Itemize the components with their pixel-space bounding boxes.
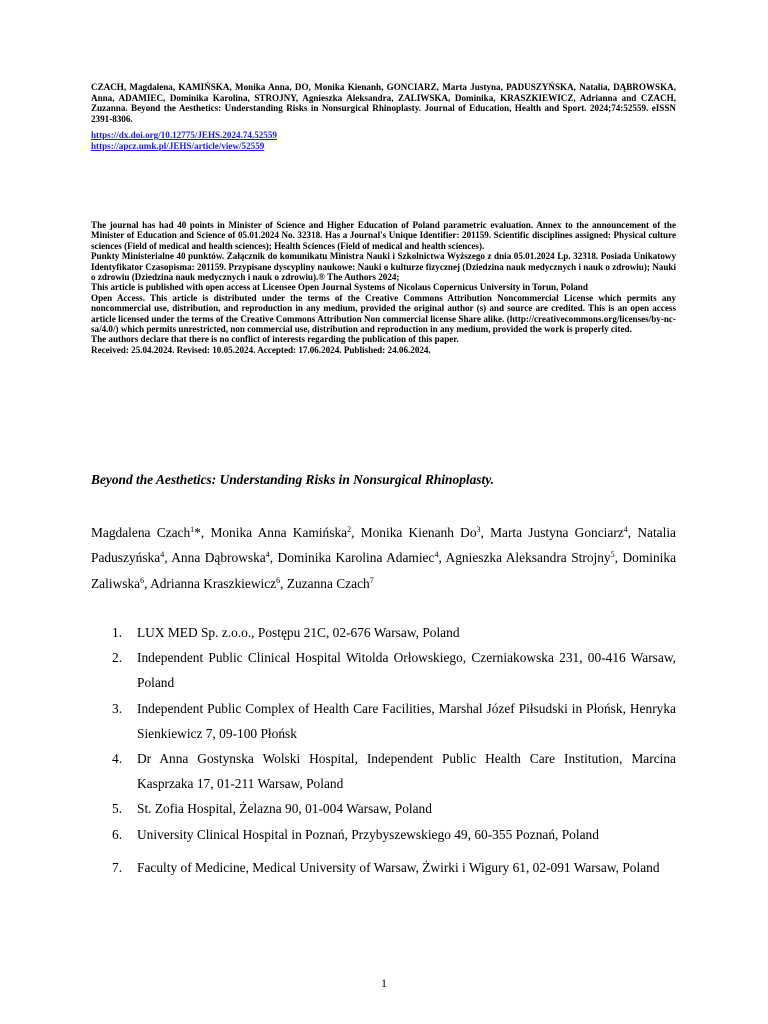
author: Monika Kienanh Do$^3$ xyxy=(360,525,481,540)
affiliation-item: 3. Independent Public Complex of Health Care Facilities, Marshal Józef Piłsudski in Płońsk, Henryka Sienkiewicz 7, 09-100 Płońsk xyxy=(112,700,676,741)
journal-notice xyxy=(91,220,676,355)
notice-paragraph: The authors declare that there is no conflict of interests regarding the publication of this paper. xyxy=(91,334,459,345)
citation-links xyxy=(91,130,277,151)
author: Monika Anna Kamińska$^2$ xyxy=(210,525,352,540)
author: Anna Dąbrowska$^4$ xyxy=(171,550,270,566)
author: Marta Justyna Gonciarz$^4$ xyxy=(490,525,628,540)
doi-link[interactable]: https://dx.doi.org/10.12775/JEHS.2024.74.52559 xyxy=(91,130,277,140)
citation-text: CZACH, Magdalena, KAMIŃSKA, Monika Anna, DO, Monika Kienanh, GONCIARZ, Marta Justyna, PADUSZYŃSKA, Natalia, DĄBROWSKA, Anna, ADAMIEC, Dominika Karolina, STROJNY, Agnieszka Aleksandra, ZALIWSKA, Dominika, KRASZKIEWICZ, Adrianna and CZACH, Zuzanna. Beyond the Aesthetics: Understanding Risks in Nonsurgical Rhinoplasty. Journal of Education, Health and Sport. 2024;74:52559. eISSN 2391-8306. xyxy=(91,82,676,125)
author: Agnieszka Aleksandra Strojny$^5$ xyxy=(445,550,615,566)
notice-paragraph: Punkty Ministerialne 40 punktów. Załącznik do komunikatu Ministra Nauki i Szkolnictwa Wyższego z dnia 05.01.2024 Lp. 32318. Posiada Unikatowy Identyfikator Czasopisma: 201159. Przypisane dyscypliny naukowe: Nauki o kulturze fizycznej (Dziedzina nauk medycznych i nauk o zdrowiu); Nauki o zdrowiu (Dziedzina nauk medycznych i nauk o zdrowiu).® The Authors 2024; xyxy=(91,251,676,283)
author: Dominika Zaliwska$^6$ xyxy=(91,550,677,591)
notice-paragraph: This article is published with open access at Licensee Open Journal Systems of Nicolaus Copernicus University in Torun, Poland xyxy=(91,282,588,293)
author: Natalia Paduszyńska$^4$ xyxy=(91,525,676,566)
citation-block xyxy=(91,82,676,125)
affiliation-item: 2. Independent Public Clinical Hospital Witolda Orłowskiego, Czerniakowska 231, 00-416 Warsaw, Poland xyxy=(112,650,676,691)
affiliation-item: 1. LUX MED Sp. z.o.o., Postępu 21C, 02-676 Warsaw, Poland xyxy=(112,625,460,640)
affiliation-item: 5. St. Zofia Hospital, Żelazna 90, 01-004 Warsaw, Poland xyxy=(112,801,432,817)
affiliation-item: 7. Faculty of Medicine, Medical University of Warsaw, Żwirki i Wigury 61, 02-091 Warsaw, Poland xyxy=(112,859,660,875)
affiliation-item: 4. Dr Anna Gostynska Wolski Hospital, Independent Public Health Care Institution, Marcina Kasprzaka 17, 01-211 Warsaw, Poland xyxy=(112,751,676,792)
article-link[interactable]: https://apcz.umk.pl/JEHS/article/view/52559 xyxy=(91,140,265,151)
affiliation-list xyxy=(112,620,676,880)
author: Zuzanna Czach$^7$ xyxy=(286,575,374,591)
author-list: Magdalena Czach$^1$*, Monika Anna Kamińska$^2$, Monika Kienanh Do$^3$, Marta Justyna Gonciarz$^4$, Natalia Paduszyńska$^4$, Anna Dąbrowska$^4$, Dominika Karolina Adamiec$^4$, Agnieszka Aleksandra Strojny$^5$, Dominika Zaliwska$^6$, Adrianna Kraszkiewicz$^6$, Zuzanna Czach$^7$ xyxy=(91,525,677,591)
author: Magdalena Czach$^1$* xyxy=(91,525,201,540)
notice-paragraph: The journal has had 40 points in Minister of Science and Higher Education of Poland parametric evaluation. Annex to the announcement of the Minister of Education and Science of 05.01.2024 No. 32318. Has a Journal's Unique Identifier: 201159. Scientific disciplines assigned: Physical culture sciences (Field of medical and health sciences); Health Sciences (Field of medical and health sciences). xyxy=(91,220,676,251)
notice-paragraph: Received: 25.04.2024. Revised: 10.05.2024. Accepted: 17.06.2024. Published: 24.06.2024. xyxy=(91,344,431,355)
author: Adrianna Kraszkiewicz$^6$ xyxy=(150,575,281,591)
author: Dominika Karolina Adamiec$^4$ xyxy=(277,550,439,566)
affiliation-item: 6. University Clinical Hospital in Poznań, Przybyszewskiego 49, 60-355 Poznań, Poland xyxy=(112,826,599,842)
article-title: Beyond the Aesthetics: Understanding Risks in Nonsurgical Rhinoplasty. xyxy=(91,472,495,487)
notice-paragraph: Open Access. This article is distributed under the terms of the Creative Commons Attribution Noncommercial License which permits any noncommercial use, distribution, and reproduction in any medium, provided the original author (s) and source are credited. This is an open access article licensed under the terms of the Creative Commons Attribution Non commercial license Share alike. (http://creativecommons.org/licenses/by-nc-sa/4.0/) which permits unrestricted, non commercial use, distribution and reproduction in any medium, provided the work is properly cited. xyxy=(91,292,676,335)
page-number: 1 xyxy=(381,976,387,990)
